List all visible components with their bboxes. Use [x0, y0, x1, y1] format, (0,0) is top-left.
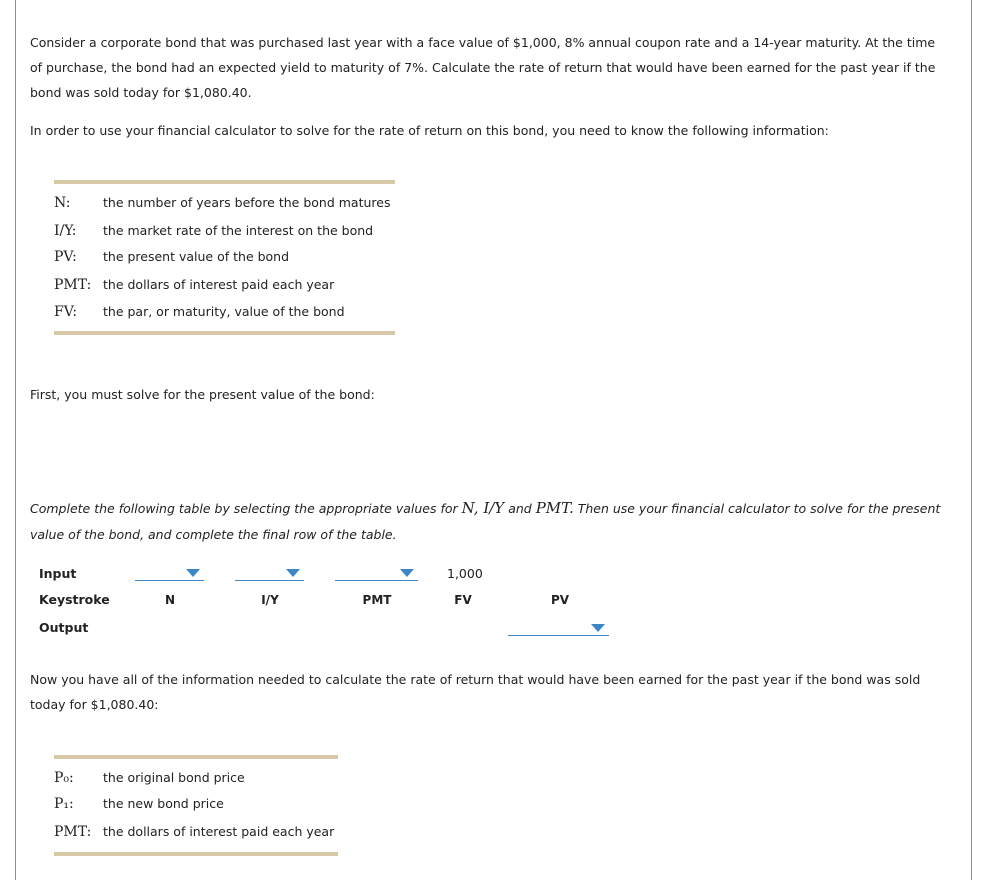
iy-input-dropdown[interactable] [235, 566, 304, 581]
definitions2-bottom-rule [54, 852, 338, 856]
instructions-part-1: Complete the following table by selecting the appropriate values for [30, 501, 462, 516]
row-label-input: Input [39, 566, 77, 581]
row-label-keystroke: Keystroke [39, 592, 110, 607]
keystroke-n: N [164, 593, 176, 607]
definitions-top-rule [54, 180, 395, 184]
definitions-bottom-rule [54, 331, 395, 335]
problem-statement [30, 30, 955, 105]
problem-line-3: bond was sold today for $1,080.40. [30, 85, 252, 100]
definition-symbol: FV: [54, 304, 78, 320]
n-input-dropdown[interactable] [135, 566, 204, 581]
pmt-input-dropdown[interactable] [335, 566, 418, 581]
keystroke-iy: I/Y [261, 593, 279, 607]
definition-text: the new bond price [103, 796, 224, 811]
definition-symbol: PV: [54, 249, 77, 265]
fv-input-value: 1,000 [447, 566, 483, 581]
definition-text: the number of years before the bond matures [103, 195, 391, 210]
rate-of-return-text [30, 667, 955, 717]
now-line-2: today for $1,080.40: [30, 697, 159, 712]
keystroke-pv: PV [550, 593, 570, 607]
keystroke-fv: FV [454, 593, 472, 607]
definition-symbol: PMT: [54, 277, 92, 293]
problem-line-2: of purchase, the bond had an expected yield to maturity of 7%. Calculate the rate of return that would have been earned for the past year if the [30, 60, 936, 75]
instructions-math-pmt: PMT. [535, 499, 574, 517]
chevron-down-icon [186, 569, 200, 577]
definition-symbol: P₀: [54, 770, 74, 786]
definition-text: the par, or maturity, value of the bond [103, 304, 345, 319]
definition-text: the present value of the bond [103, 249, 290, 264]
instructions-part-2: and [504, 501, 536, 516]
problem-line-1: Consider a corporate bond that was purchased last year with a face value of $1,000, 8% annual coupon rate and a 14-year maturity. At the time [30, 35, 936, 50]
instructions-math-vars: N, I/Y [461, 499, 505, 517]
definition-symbol: P₁: [54, 796, 74, 812]
definition-text: the original bond price [103, 770, 245, 785]
keystroke-pmt: PMT [362, 593, 392, 607]
intro-text: In order to use your financial calculator to solve for the rate of return on this bond, you need to know the following information: [30, 123, 829, 138]
first-step-text: First, you must solve for the present value of the bond: [30, 387, 375, 402]
chevron-down-icon [591, 624, 605, 632]
definition-text: the dollars of interest paid each year [103, 277, 335, 292]
row-label-output: Output [39, 620, 89, 635]
now-line-1: Now you have all of the information needed to calculate the rate of return that would have been earned for the past year if the bond was sold [30, 672, 921, 687]
definition-symbol: PMT: [54, 824, 92, 840]
chevron-down-icon [400, 569, 414, 577]
definition-symbol: I/Y: [54, 223, 77, 239]
definition-symbol: N: [54, 195, 71, 211]
definitions2-top-rule [54, 755, 338, 759]
chevron-down-icon [286, 569, 300, 577]
instructions-line-2: value of the bond, and complete the final row of the table. [30, 527, 397, 542]
instructions-part-3: Then use your financial calculator to solve for the present [573, 501, 941, 516]
pv-output-dropdown[interactable] [508, 621, 609, 636]
definition-text: the dollars of interest paid each year [103, 824, 335, 839]
table-instructions [30, 495, 955, 548]
definition-text: the market rate of the interest on the bond [103, 223, 374, 238]
